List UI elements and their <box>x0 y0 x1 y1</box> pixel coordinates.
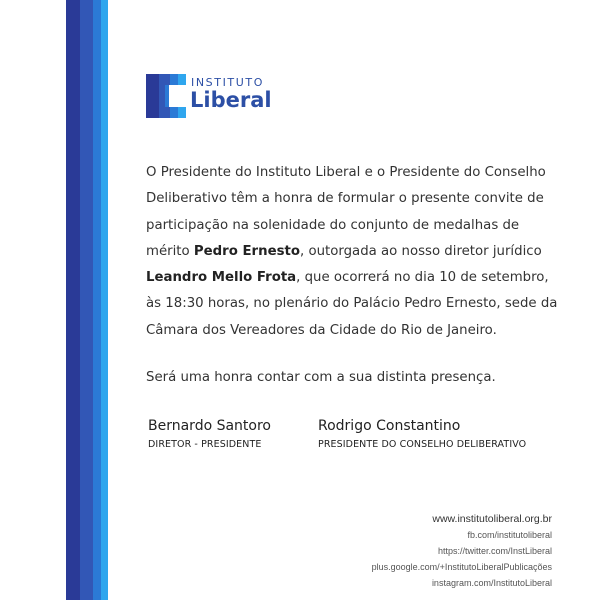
stripe-2 <box>80 0 93 600</box>
website-link[interactable]: www.institutoliberal.org.br <box>432 513 552 525</box>
google-plus-link[interactable]: plus.google.com/+InstitutoLiberalPublicações <box>371 562 552 572</box>
instagram-link[interactable]: instagram.com/InstitutoLiberal <box>431 578 552 588</box>
logo-text-bottom: Liberal <box>190 88 272 112</box>
contact-links <box>372 511 552 591</box>
institute-logo <box>146 74 276 120</box>
stripe-3 <box>93 0 101 600</box>
signature-name: Rodrigo Constantino <box>318 418 461 434</box>
signature-left <box>148 417 271 452</box>
signature-title: DIRETOR - PRESIDENTE <box>148 439 262 450</box>
signature-right <box>318 417 526 452</box>
invitation-body <box>146 160 566 344</box>
closing-line: Será uma honra contar com a sua distinta presença. <box>146 370 496 385</box>
stripe-4 <box>101 0 108 600</box>
honoree-medal-name: Pedro Ernesto <box>193 243 301 259</box>
signature-name: Bernardo Santoro <box>148 418 271 434</box>
left-stripe-band <box>0 0 108 600</box>
signature-title: PRESIDENTE DO CONSELHO DELIBERATIVO <box>318 439 527 450</box>
body-text-2: , outorgada ao nosso diretor jurídico <box>300 243 542 259</box>
facebook-link[interactable]: fb.com/institutoliberal <box>467 530 552 540</box>
logo-text-top: INSTITUTO <box>191 76 264 89</box>
stripe-1 <box>66 0 80 600</box>
logo-mark-icon <box>146 74 186 118</box>
body-text-1: O Presidente do Instituto Liberal e o Presidente do Conselho Deliberativo têm a honra de formular o presente convite de participação na solenidade do conjunto de medalhas de mérito <box>146 165 546 259</box>
twitter-link[interactable]: https://twitter.com/InstLiberal <box>437 546 552 556</box>
body-text-3: , que ocorrerá no dia 10 de setembro, às 18:30 horas, no plenário do Palácio Pedro Ernesto, sede da Câmara dos Vereadores da Cidade do Rio de Janeiro. <box>146 270 558 338</box>
honoree-name: Leandro Mello Frota <box>146 270 297 286</box>
